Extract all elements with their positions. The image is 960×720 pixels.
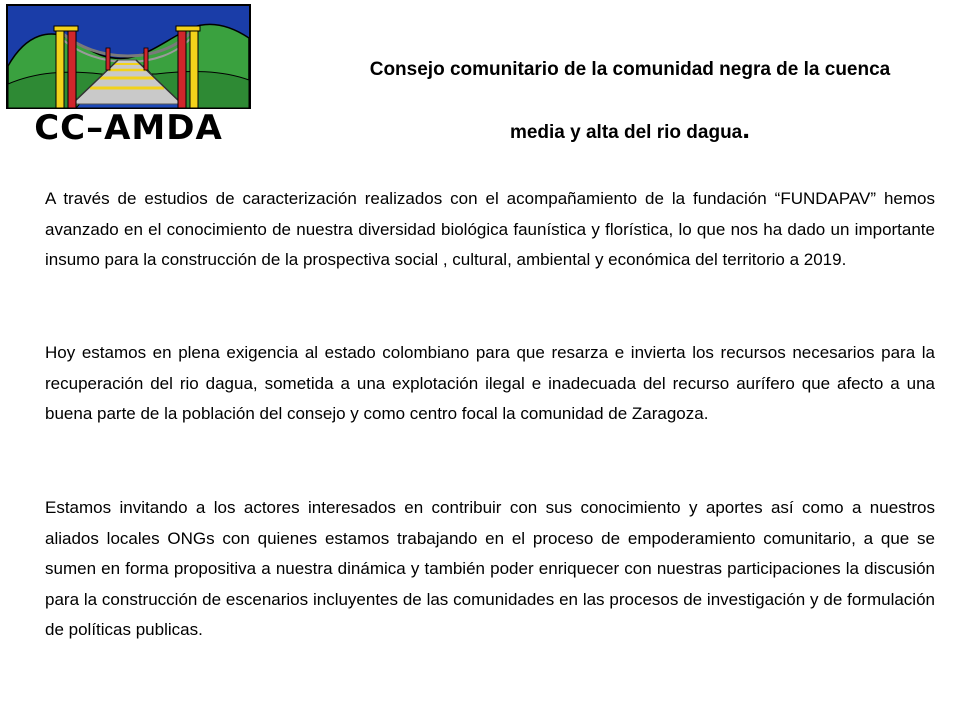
paragraph-3: Estamos invitando a los actores interesados en contribuir con sus conocimiento y aportes así como a nuestros aliados locales ONGs con quienes estamos trabajando en el proceso de empoderamiento comunitario, a que se sumen en forma propositiva a nuestra dinámica y también poder enriquecer con nuestras participaciones la discusión para la construcción de escenarios incluyentes de las comunidades en las procesos de investigación y de formulación de políticas publicas.	[45, 498, 935, 639]
cc-amda-logo	[6, 4, 251, 149]
paragraph-1: A través de estudios de caracterización realizados con el acompañamiento de la fundación “FUNDAPAV” hemos avanzado en el conocimiento de nuestra diversidad biológica faunística y florística, lo que nos ha dado un importante insumo para la construcción de la prospectiva social , cultural, ambiental y económica del territorio a 2019.	[45, 189, 935, 269]
paragraph-2: Hoy estamos en plena exigencia al estado colombiano para que resarza e invierta los recursos necesarios para la recuperación del rio dagua, sometida a una explotación ilegal e inadecuada del recurso aurífero que afecto a una buena parte de la población del consejo y como centro focal la comunidad de Zaragoza.	[45, 343, 935, 423]
bridge-landscape-icon	[6, 4, 251, 109]
title-period: .	[742, 113, 751, 144]
logo-text: CC–AMDA	[34, 108, 223, 148]
page-title	[300, 40, 960, 162]
title-line-1: Consejo comunitario de la comunidad negra de la cuenca	[369, 59, 891, 80]
title-line-2-text: media y alta del rio dagua	[509, 122, 743, 143]
title-line-2	[300, 99, 960, 162]
